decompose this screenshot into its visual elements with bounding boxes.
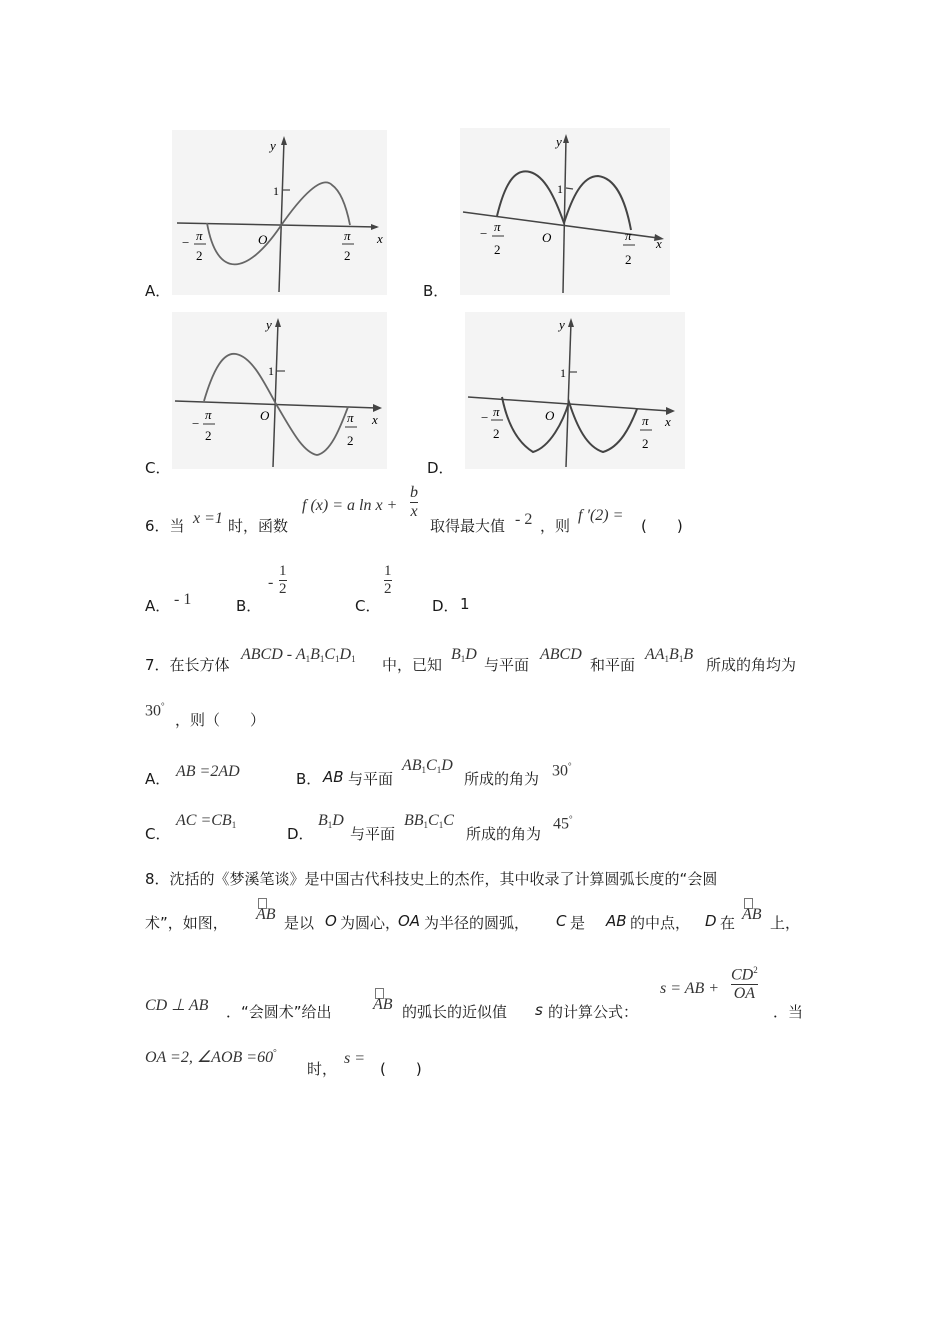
q6-opt-c-fraction: 1 2 — [384, 563, 392, 597]
svg-text:π: π — [347, 410, 354, 425]
q6-opt-d-label: D． — [432, 597, 459, 615]
q7-text1: 中，已知 — [382, 656, 443, 674]
q7-opt-b-ab: AB — [323, 768, 344, 786]
q7-opt-c-label: C． — [145, 825, 171, 843]
svg-text:2: 2 — [493, 426, 500, 441]
q8-oa: OA — [398, 912, 421, 930]
graph-d-svg — [465, 312, 685, 469]
q7-opt-b-label: B． — [296, 770, 322, 788]
q7-text5: ，则（ ） — [175, 711, 266, 729]
q6-opt-b-fraction: 1 2 — [279, 563, 287, 597]
svg-text:π: π — [625, 228, 632, 243]
q6-fraction — [410, 484, 418, 521]
option-c-label: C． — [145, 459, 171, 477]
svg-text:2: 2 — [196, 248, 203, 263]
q8-l4-t1: 时， — [307, 1060, 338, 1078]
option-a-label: A． — [145, 282, 171, 300]
svg-text:y: y — [266, 317, 272, 332]
q6-num: 6．当 — [145, 517, 185, 535]
q6-maxval: - 2 — [515, 511, 533, 528]
svg-text:π: π — [494, 219, 501, 234]
q8-d: D — [705, 912, 717, 930]
q8-l2-t1: 术”，如图， — [145, 914, 228, 932]
graph-b-svg — [460, 128, 670, 295]
q6-opt-a-label: A． — [145, 597, 171, 615]
origin-label: O — [258, 232, 268, 247]
q6-opt-b-label: B． — [236, 597, 262, 615]
q8-formula-fraction: $CD^2$ OA — [731, 965, 758, 1003]
q7-opt-d-text2: 所成的角为 — [466, 825, 542, 843]
y-axis-label: y — [270, 138, 276, 153]
q8-paren: ( ) — [380, 1060, 422, 1078]
q8-l2-t5: 是 — [570, 914, 586, 932]
q6-frac-den: x — [410, 503, 418, 520]
q7-opt-b-plane: $AB_1C_1D$ — [402, 757, 453, 775]
q6-cond: x =1 — [193, 510, 223, 527]
q6-opt-d-value: 1 — [460, 595, 470, 613]
q7-plane2: $AA_1B_1B$ — [645, 646, 694, 664]
svg-text:π: π — [196, 228, 203, 243]
q8-l3-t4: ．当 — [773, 1003, 804, 1021]
q8-l2-t7: 在 — [720, 914, 736, 932]
q6-opt-a-value: - 1 — [174, 591, 192, 608]
svg-text:2: 2 — [344, 248, 351, 263]
q8-l2-t3: 为圆心， — [340, 914, 401, 932]
svg-text:2: 2 — [625, 252, 632, 267]
q8-c: C — [556, 912, 567, 930]
svg-text:O: O — [542, 230, 552, 245]
q8-l2-t2: 是以 — [284, 914, 315, 932]
x-axis-label: x — [377, 231, 383, 246]
q8-given: OA =2, ∠AOB =60° — [145, 1047, 277, 1066]
q7-num: 7．在长方体 — [145, 656, 230, 674]
svg-text:O: O — [260, 408, 270, 423]
svg-text:−: − — [182, 235, 190, 250]
q6-text1: 时，函数 — [228, 517, 289, 535]
svg-text:1: 1 — [560, 366, 566, 380]
q7-opt-d-plane: $BB_1C_1C$ — [404, 812, 454, 830]
q6-paren: ( ) — [641, 517, 683, 535]
q7-opt-d-angle: 45° — [553, 814, 573, 833]
option-d-label: D． — [427, 459, 454, 477]
q8-l2-t6: 的中点， — [630, 914, 691, 932]
q7-angle: 30° — [145, 701, 165, 720]
svg-text:x: x — [372, 412, 378, 427]
q7-opt-b-text2: 所成的角为 — [464, 770, 540, 788]
q7-box: ABCD - $A_1B_1C_1D_1$ — [241, 646, 356, 664]
svg-text:−: − — [480, 226, 488, 241]
svg-text:2: 2 — [205, 428, 212, 443]
svg-text:x: x — [665, 414, 671, 429]
svg-text:π: π — [642, 413, 649, 428]
q8-formula-left: s = AB + — [660, 980, 720, 997]
svg-text:O: O — [545, 408, 555, 423]
graph-c-svg — [172, 312, 387, 469]
q6-opt-b-sign: - — [268, 574, 274, 591]
q7-opt-a-value: AB =2AD — [176, 763, 240, 780]
q7-text4: 所成的角均为 — [706, 656, 797, 674]
q8-line1: 8．沈括的《梦溪笔谈》是中国古代科技史上的杰作，其中收录了计算圆弧长度的“会圆 — [145, 870, 718, 888]
graph-b — [460, 128, 670, 295]
svg-text:π: π — [344, 228, 351, 243]
svg-text:−: − — [192, 416, 200, 431]
graph-c — [172, 312, 387, 469]
q7-opt-d-b1d: $B_1D$ — [318, 812, 344, 830]
graph-d — [465, 312, 685, 469]
q7-text2: 与平面 — [484, 656, 530, 674]
q6-text3: ，则 — [540, 517, 571, 535]
q7-opt-a-label: A． — [145, 770, 171, 788]
q8-s: s — [535, 1001, 543, 1019]
svg-text:y: y — [559, 317, 565, 332]
svg-text:x: x — [656, 236, 662, 251]
q6-text2: 取得最大值 — [430, 517, 506, 535]
q8-ask: s = — [344, 1050, 366, 1067]
svg-text:−: − — [481, 410, 489, 425]
svg-text:2: 2 — [494, 242, 501, 257]
q8-l2-t8: 上， — [770, 914, 801, 932]
graph-a-svg — [172, 130, 387, 295]
svg-text:2: 2 — [642, 436, 649, 451]
q8-l3-t3: 的计算公式： — [548, 1003, 639, 1021]
q7-opt-b-angle: 30° — [552, 761, 572, 780]
graph-a — [172, 130, 387, 295]
svg-text:1: 1 — [268, 364, 274, 378]
svg-text:π: π — [493, 404, 500, 419]
svg-text:π: π — [205, 407, 212, 422]
q7-b1d: $B_1D$ — [451, 646, 477, 664]
q6-opt-c-label: C． — [355, 597, 381, 615]
svg-text:1: 1 — [557, 182, 563, 196]
q7-opt-d-label: D． — [287, 825, 314, 843]
q8-l2-t4: 为半径的圆弧， — [424, 914, 530, 932]
q8-o: O — [325, 912, 337, 930]
q6-fx: f (x) = a ln x + — [302, 497, 398, 514]
svg-text:2: 2 — [347, 433, 354, 448]
option-b-label: B． — [423, 282, 449, 300]
q8-l3-t1: ．“会圆术”给出 — [226, 1003, 332, 1021]
q7-opt-d-text: 与平面 — [350, 825, 396, 843]
q8-cd-ab: CD ⊥ AB — [145, 997, 209, 1014]
svg-text:y: y — [556, 134, 562, 149]
q7-text3: 和平面 — [590, 656, 636, 674]
q6-frac-num: b — [410, 484, 418, 501]
q7-opt-c-value: AC $=CB_1$ — [176, 812, 237, 830]
q6-ask: f ′(2) = — [578, 507, 624, 524]
q7-opt-b-text: 与平面 — [348, 770, 394, 788]
q8-ab: AB — [606, 912, 627, 930]
tick-one: 1 — [273, 184, 279, 198]
q7-plane1: ABCD — [540, 646, 582, 663]
q8-l3-t2: 的弧长的近似值 — [402, 1003, 508, 1021]
